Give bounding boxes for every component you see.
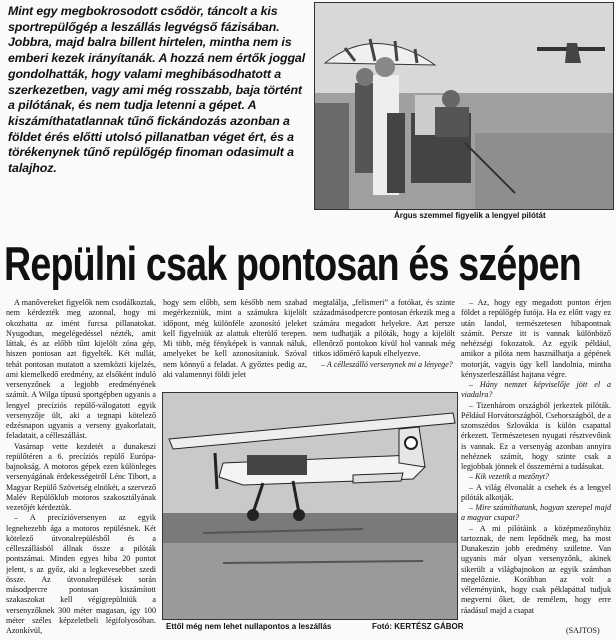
photo-bottom-caption: Ettől még nem lehet nullapontos a leszállás	[166, 622, 332, 631]
col3-paragraph: megtalálja, „felismeri” a fotókat, és szinte századmásodpercre pontosan érkezik meg a számára megadott helyekre. Azt persze nem tudhatják a pilóták, hogy a kijelölt ellenőrző pontokon kívül hol vannak még titkos időmérő kapuk elhelyezve.	[313, 298, 455, 359]
col4-paragraph: – Tizenhárom országból jerkeztek pilóták. Például Horvátországból, Csehországból, de a szomszédos Szlovákia is külön csapattal érkezett. Természetesen nyugati résztvevőink is vannak. Ez a versenyág azonban annyira nehéznek számít, hogy szinte csak a legjobbak jönnek el összemérni a tudásukat.	[461, 400, 611, 471]
col2-paragraph: hogy sem előbb, sem később nem szabad megérkezniük, mint a számukra kijelölt időpont, még különféle azonosító jeleket kell figyelniük az alattuk elterülő terepen. Mi több, még fényképek is vannak náluk, amelyeket be kell azonosítaniuk. Szóval nem könnyű a feladat. A győztes pedig az, aki valamennyi földi jelet	[163, 298, 307, 379]
author-signature: (SAJTOS)	[566, 626, 600, 635]
photo-top	[314, 2, 614, 210]
lead-paragraph: Mint egy megbokrosodott csődör, táncolt a kis sportrepülőgép a leszállás legvégső fázisában. Jobbra, majd balra billent hirtelen, mintha nem is emberi kezek irányítanák. A hozzá nem értők joggal gondolhatták, hogy valami meghibásodhatott a szerkezetben, vagy ami még rosszabb, baja történt a pilótának, és nem tudja letenni a gépet. A kiszámíthatatlannak tűnő fickándozás azonban a földet érés előtti utolsó pillanatban véget ért, és a törékenynek tűnő repülőgép finoman odasimult a talajhoz.	[8, 4, 306, 176]
photo-top-image	[315, 3, 613, 209]
col1-paragraph: – A precízióversenyen az egyik legnehezebb ága a motoros repülésnek. Két kötelező útvonalrepülésből és a célleszállásból állnak össze a pilóták pontszámai. Minden egyes hiba 20 pontot jelent, s az győz, aki a legkevesebbet szedi össze. Az útvonalrepülések során másodpercre pontosan kiszámított szakaszokat kell végigrepülniük a versenyzőknek 300 méter magasan, így 100 méter széles képzeletbeli légifolyosóban. Azonkívül,	[6, 513, 156, 635]
photo-bottom-image	[163, 393, 457, 619]
column-3	[313, 298, 455, 390]
col4-question: – Hány nemzet képviselője jött el a viadalra?	[461, 380, 611, 400]
col4-paragraph: – Az, hogy egy megadott ponton érjen földet a repülőgép futója. Ha ez előtt vagy ez után landol, természetesen hibapontnak számít. Persze itt is vannak különböző nehézségi fokozatok. Az egyik például, amikor a pilóta nem használhatja a gépének motorját, vagyis úgy kell landolnia, mintha kényszerleszállást hajtana végre.	[461, 298, 611, 379]
col4-paragraph: – A világ élvonalát a csehek és a lengyel pilóták alkotják.	[461, 482, 611, 502]
photo-bottom	[162, 392, 458, 620]
column-1	[6, 298, 156, 638]
photo-top-caption: Árgus szemmel figyelik a lengyel pilótát	[394, 211, 546, 220]
col3-question: – A célleszálló versenynek mi a lényege?	[321, 359, 453, 369]
column-4	[461, 298, 611, 623]
col4-question: – Mire számíthatunk, hogyan szerepel majd a magyar csapat?	[461, 503, 611, 523]
col1-paragraph: Vasárnap vette kezdetét a dunakeszi repülőtéren a 6. precíziós repülő Európa-bajnokság. A motoros gépek ezen különleges versenyágának érdekességeiről Lénc Tibort, a Magyar Repülő Szövetség elnökét, a szervező Malév Repülőklub motoros szakosztályának vezetőjét kérdeztük.	[6, 441, 156, 512]
column-2	[163, 298, 307, 390]
col4-paragraph: – A mi pilótáink a középmezőnyhöz tartoznak, de nem lepődnék meg, ha most Dunakeszin jobb eredmény születne. Van ugyanis már olyan versenyzőnk, akinek sikerült a világbajnokon az egyik számban megelőznie. Korábban az volt a véleményünk, hogy csak péklapáttal tudjuk megverni őket, de remélem, hogy erre ráadásul majd a csapat	[461, 523, 611, 615]
photo-credit: Fotó: KERTÉSZ GÁBOR	[372, 622, 464, 631]
col1-paragraph: A manővereket figyelők nem csodálkoztak, nem kérdezték meg azonnal, hogy mi okozhatta az imént furcsa pillanatokat. Nyugodtan, megelégedéssel nézték, amit láttak, és az előbb tűnt kijelölt zóna gép, hiszen pontosan azt figyelték. Két nullát, tehát pontosan mutatott a szemközti kijelzés, ami kiemelkedő eredmény, az elsőként induló versenyzőnek a legjobb eredményének számít. A Wilga típusú sportgépben ugyanis a lengyel precíziós repülő-válogatott egyik versenyzője ült, aki a tegnapi kötelező edzésnapon ugyanis a verseny gyakorlatait, feladatait, a célleszállást.	[6, 298, 156, 441]
col4-question: – Kik vezetik a mezőnyt?	[469, 472, 550, 482]
headline: Repülni csak pontosan és szépen	[4, 237, 581, 290]
